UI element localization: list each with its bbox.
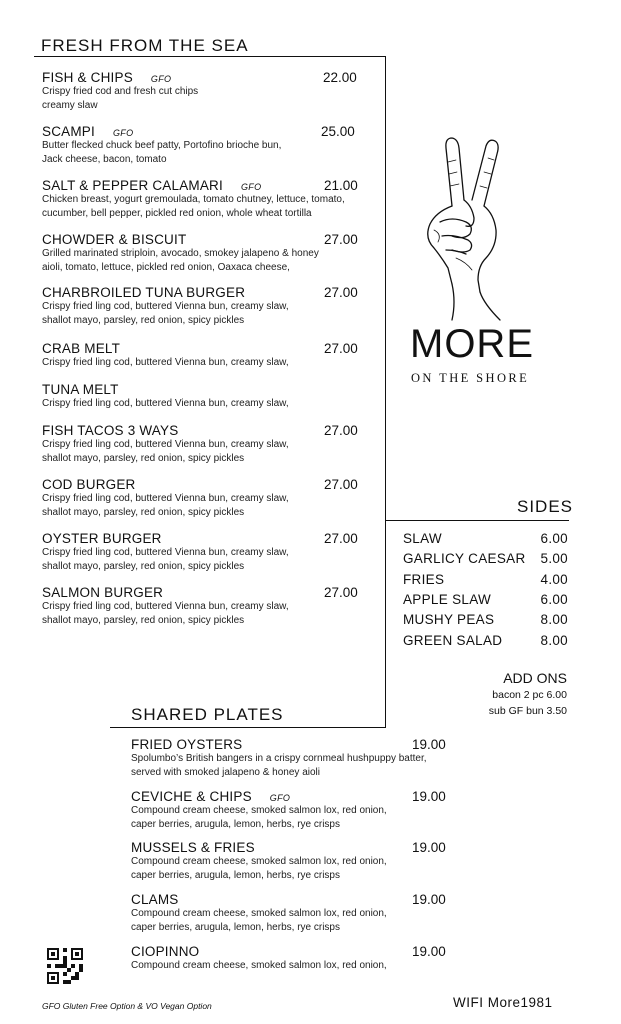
side-price: 6.00 (540, 591, 568, 607)
menu-item (131, 737, 427, 780)
menu-item (42, 285, 289, 328)
item-description: Crispy fried cod and fresh cut chips (42, 86, 199, 97)
item-name (131, 737, 427, 752)
addon-gf-bun: sub GF bun 3.50 (488, 705, 567, 717)
item-name-text: FISH TACOS 3 WAYS (42, 423, 179, 438)
item-name (42, 477, 289, 492)
logo-name: MORE (410, 322, 534, 366)
item-description: shallot mayo, parsley, red onion, spicy pickles (42, 507, 245, 518)
top-rule (34, 56, 386, 57)
menu-item (42, 477, 289, 520)
item-name (42, 232, 319, 247)
menu-item (42, 70, 198, 113)
item-price: 27.00 (324, 341, 358, 356)
item-description: Crispy fried ling cod, buttered Vienna bun, creamy slaw, (42, 547, 289, 558)
item-name (42, 341, 289, 356)
item-price: 27.00 (324, 585, 358, 600)
menu-item (42, 423, 289, 466)
item-price: 21.00 (324, 178, 358, 193)
item-tag: GFO (269, 793, 291, 803)
side-item (403, 572, 568, 587)
item-name-text: CLAMS (131, 892, 179, 907)
item-price: 19.00 (412, 892, 446, 907)
menu-item (42, 531, 289, 574)
item-description: shallot mayo, parsley, red onion, spicy pickles (42, 615, 245, 626)
item-description: caper berries, arugula, lemon, herbs, rye crisps (131, 922, 340, 933)
item-name-text: FISH & CHIPS (42, 70, 133, 85)
item-price: 27.00 (324, 531, 358, 546)
item-tag: GFO (112, 128, 134, 138)
item-description: Grilled marinated striploin, avocado, smokey jalapeno & honey (42, 248, 319, 259)
item-name-text: CHOWDER & BISCUIT (42, 232, 187, 247)
item-name (131, 944, 387, 959)
item-name (42, 585, 289, 600)
item-description: Crispy fried ling cod, buttered Vienna bun, creamy slaw, (42, 439, 289, 450)
item-name-text: CEVICHE & CHIPS (131, 789, 252, 804)
item-description: served with smoked jalapeno & honey aioli (131, 767, 320, 778)
shared-section-title: SHARED PLATES (131, 705, 284, 724)
item-name (42, 178, 345, 193)
item-description: caper berries, arugula, lemon, herbs, rye crisps (131, 870, 340, 881)
item-description: shallot mayo, parsley, red onion, spicy pickles (42, 453, 245, 464)
sea-section-title: FRESH FROM THE SEA (41, 36, 249, 55)
item-description: Jack cheese, bacon, tomato (42, 154, 167, 165)
item-name-text: OYSTER BURGER (42, 531, 162, 546)
item-name-text: TUNA MELT (42, 382, 119, 397)
menu-item (42, 382, 289, 411)
item-price: 27.00 (324, 477, 358, 492)
item-name-text: CIOPINNO (131, 944, 200, 959)
item-name (42, 531, 289, 546)
side-name: APPLE SLAW (403, 591, 492, 607)
shared-rule (110, 727, 386, 728)
menu-item (42, 178, 345, 221)
item-name-text: CHARBROILED TUNA BURGER (42, 285, 246, 300)
item-name-text: SALT & PEPPER CALAMARI (42, 178, 223, 193)
item-name (42, 423, 289, 438)
menu-item (131, 789, 387, 832)
sides-title: SIDES (517, 497, 574, 516)
item-name (42, 285, 289, 300)
item-price: 19.00 (412, 944, 446, 959)
item-description: aioli, tomato, lettuce, pickled red onion, Oaxaca cheese, (42, 262, 290, 273)
side-name: MUSHY PEAS (403, 612, 495, 628)
item-tag: GFO (240, 182, 262, 192)
footer-note: GFO Gluten Free Option & VO Vegan Option (42, 1001, 212, 1011)
menu-item (42, 341, 289, 370)
column-divider (385, 56, 386, 727)
side-name: SLAW (403, 531, 442, 546)
item-price: 19.00 (412, 840, 446, 855)
item-description: cucumber, bell pepper, pickled red onion, whole wheat tortilla (42, 208, 312, 219)
side-price: 5.00 (540, 551, 568, 567)
item-description: Chicken breast, yogurt gremoulada, tomato chutney, lettuce, tomato, (42, 194, 345, 205)
side-item (403, 531, 568, 546)
item-name (42, 382, 289, 397)
side-price: 4.00 (540, 571, 568, 587)
side-price: 8.00 (540, 632, 568, 648)
addons-title: ADD ONS (503, 670, 567, 686)
side-name: GREEN SALAD (403, 632, 503, 648)
item-description: Crispy fried ling cod, buttered Vienna bun, creamy slaw, (42, 357, 289, 368)
item-description: Crispy fried ling cod, buttered Vienna bun, creamy slaw, (42, 398, 289, 409)
item-description: Butter flecked chuck beef patty, Portofino brioche bun, (42, 140, 282, 151)
item-description: Crispy fried ling cod, buttered Vienna bun, creamy slaw, (42, 601, 289, 612)
side-item (403, 612, 568, 627)
item-price: 27.00 (324, 423, 358, 438)
sides-rule (386, 520, 569, 521)
item-price: 27.00 (324, 232, 358, 247)
item-description: Crispy fried ling cod, buttered Vienna bun, creamy slaw, (42, 493, 289, 504)
logo-tagline: ON THE SHORE (411, 371, 530, 385)
item-name-text: FRIED OYSTERS (131, 737, 243, 752)
side-name: FRIES (403, 571, 445, 587)
menu-item (131, 840, 387, 883)
item-name (131, 892, 387, 907)
item-description: shallot mayo, parsley, red onion, spicy pickles (42, 561, 245, 572)
menu-item (131, 944, 387, 973)
item-tag: GFO (150, 74, 172, 84)
item-description: Crispy fried ling cod, buttered Vienna bun, creamy slaw, (42, 301, 289, 312)
item-description: Compound cream cheese, smoked salmon lox, red onion, (131, 856, 387, 867)
item-description: shallot mayo, parsley, red onion, spicy pickles (42, 315, 245, 326)
wifi-label: WIFI More1981 (453, 995, 553, 1010)
side-price: 6.00 (540, 531, 568, 546)
menu-item (131, 892, 387, 935)
side-price: 8.00 (540, 612, 568, 628)
addon-bacon: bacon 2 pc 6.00 (492, 689, 567, 701)
item-price: 19.00 (412, 737, 446, 752)
item-name-text: SCAMPI (42, 124, 95, 139)
item-description: creamy slaw (42, 100, 98, 111)
item-name-text: SALMON BURGER (42, 585, 164, 600)
item-description: Spolumbo’s British bangers in a crispy cornmeal hushpuppy batter, (131, 753, 427, 764)
item-name (131, 789, 387, 804)
menu-item (42, 232, 319, 275)
item-description: Compound cream cheese, smoked salmon lox, red onion, (131, 960, 387, 971)
side-item (403, 633, 568, 648)
menu-item (42, 585, 289, 628)
item-name (42, 70, 198, 85)
item-name-text: COD BURGER (42, 477, 136, 492)
item-description: Compound cream cheese, smoked salmon lox, red onion, (131, 805, 387, 816)
side-item (403, 551, 568, 566)
item-price: 22.00 (323, 70, 357, 85)
side-name: GARLICY CAESAR (403, 551, 526, 567)
peace-hand-icon (412, 134, 522, 324)
item-price: 25.00 (321, 124, 355, 139)
qr-code-icon[interactable] (47, 948, 83, 984)
side-item (403, 592, 568, 607)
menu-item (42, 124, 281, 167)
item-description: caper berries, arugula, lemon, herbs, rye crisps (131, 819, 340, 830)
item-price: 19.00 (412, 789, 446, 804)
item-name-text: CRAB MELT (42, 341, 121, 356)
item-name-text: MUSSELS & FRIES (131, 840, 255, 855)
item-name (131, 840, 387, 855)
item-price: 27.00 (324, 285, 358, 300)
item-name (42, 124, 281, 139)
item-description: Compound cream cheese, smoked salmon lox, red onion, (131, 908, 387, 919)
